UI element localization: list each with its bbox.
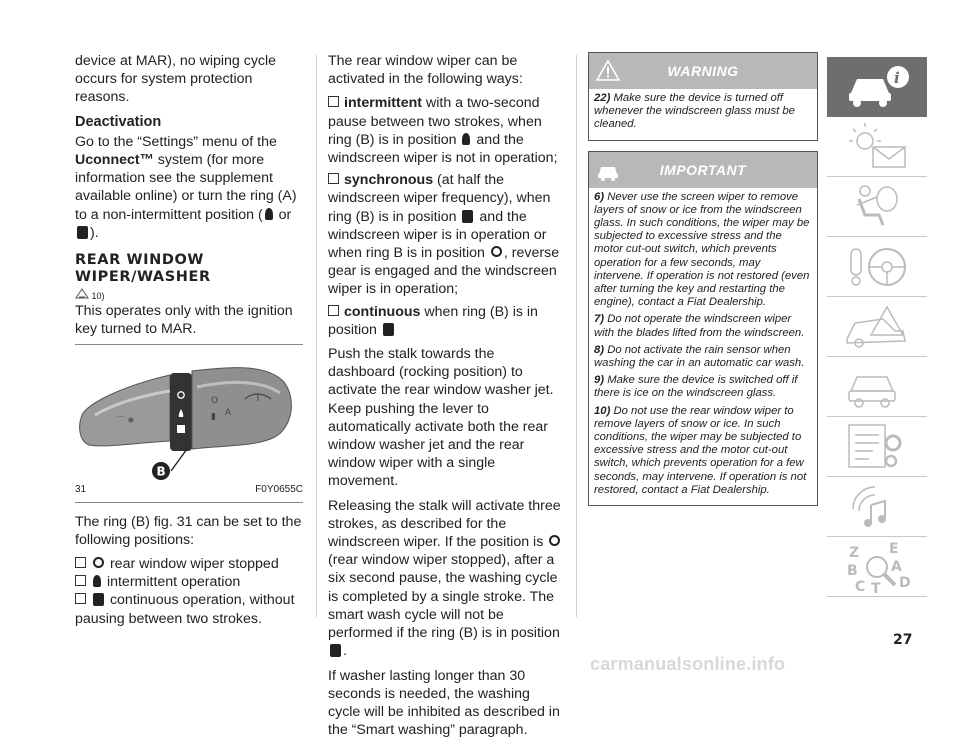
bullet-box-icon [328, 96, 339, 107]
sidebar-tab-specifications[interactable] [827, 417, 927, 477]
warning-body [589, 89, 817, 140]
activation-intro: The rear window wiper can be activated in the following ways: [328, 53, 523, 88]
index-letter: E [889, 541, 899, 557]
note-text: Do not operate the windscreen wiper with the blades lifted from the windscreen. [594, 313, 805, 339]
important-title: IMPORTANT [659, 161, 747, 178]
stop-symbol-icon [491, 246, 502, 257]
note-text: Make sure the device is turned off whenever the windscreen glass must be cleaned. [594, 92, 795, 131]
continuous-symbol-icon [383, 323, 394, 336]
svg-text:⌒ ✱: ⌒ ✱ [117, 416, 135, 426]
figure-label-b: B [156, 464, 166, 479]
column-divider [576, 55, 577, 617]
warning-book-icon [75, 288, 89, 299]
position-list [75, 555, 303, 628]
emergency-icon [843, 301, 913, 351]
continuous-symbol-icon [77, 226, 88, 239]
index-letter: D [899, 575, 911, 591]
sidebar-tab-safety[interactable] [827, 177, 927, 237]
important-panel [588, 151, 818, 506]
note-item [594, 313, 812, 339]
figure-code: F0Y0655C [255, 484, 303, 496]
svg-text:A: A [225, 408, 232, 419]
note-item [594, 344, 812, 370]
note-text: Do not use the rear window wiper to remove layers of snow or ice. In such conditions, the wiper may be subjected to excessive stress and the motor cut-out switch, which prevents operation for a few seconds, may intervene. If operation is not restored, contact a Fiat Dealership. [594, 404, 807, 496]
figure-top-rule [75, 344, 303, 345]
note-item [594, 374, 812, 400]
note-number: 22) [594, 92, 611, 104]
sidebar-tab-service[interactable] [827, 357, 927, 417]
column-left [75, 52, 303, 628]
sidebar-tab-driving[interactable] [827, 237, 927, 297]
svg-text:i: i [894, 69, 900, 87]
warning-panel [588, 52, 818, 141]
car-info-icon [843, 61, 913, 111]
warning-lights-icon [843, 121, 913, 171]
warning-header [589, 53, 817, 89]
safety-airbag-icon [843, 181, 913, 231]
bullet-box-icon [328, 305, 339, 316]
note-number: 7) [594, 313, 605, 326]
continuous-symbol-icon [93, 593, 104, 606]
bullet-box-icon [328, 173, 339, 184]
ring-positions-intro: The ring (B) fig. 31 can be set to the following positions: [75, 513, 302, 548]
list-item-continuous: continuous when ring (B) is in position [328, 303, 538, 338]
figure-caption [75, 481, 303, 502]
note-text: Do not activate the rain sensor when washing the car in an automatic car wash. [594, 343, 805, 370]
list-item-intermittent: intermittent with a two-second pause between two strokes, when ring (B) is in position and the windscreen wiper is not in operation; [328, 95, 558, 167]
index-letter: Z [849, 545, 860, 561]
list-item: rear window wiper stopped [75, 555, 303, 573]
sidebar-tab-multimedia[interactable] [827, 477, 927, 537]
sidebar-tab-emergency[interactable] [827, 297, 927, 357]
column-divider [316, 55, 317, 617]
important-header [589, 152, 817, 188]
bullet-box-icon [75, 575, 86, 586]
note-item [594, 405, 812, 497]
driving-steering-icon [843, 241, 913, 291]
note-text: Make sure the device is switched off if there is ice on the windscreen glass. [594, 374, 798, 400]
chapter-sidebar [827, 57, 927, 597]
index-letter: A [891, 559, 902, 575]
important-body [589, 188, 817, 505]
rear-wiper-paragraph: This operates only with the ignition key turned to MAR. [75, 303, 293, 338]
bullet-box-icon [75, 557, 86, 568]
deactivation-heading: Deactivation [75, 113, 162, 130]
sidebar-tab-warning-lights[interactable] [827, 117, 927, 177]
list-item-synchronous: synchronous (at half the windscreen wiper frequency), when ring (B) is in position and the windscreen wiper is in operation or when ring B is in position , reverse gear is engaged and the windscreen wiper is in operation; [328, 172, 560, 298]
figure-number: 31 [75, 484, 87, 496]
intro-paragraph: device at MAR), no wiping cycle occurs for system protection reasons. [75, 53, 277, 106]
long-wash-paragraph: If washer lasting longer than 30 seconds is needed, the washing cycle will be inhibited as described in the “Smart washing” paragraph. [328, 667, 560, 739]
note-item [594, 92, 812, 132]
intermittent-symbol-icon [462, 133, 470, 145]
multimedia-icon [843, 481, 913, 531]
continuous-symbol-icon [462, 210, 473, 223]
service-car-icon [843, 361, 913, 411]
release-stalk-paragraph: Releasing the stalk will activate three strokes, as described for the windscreen wiper. If the position is (rear window wiper stopped), after a six second pause, the washing cycle is completed by a single stroke. The smart wash cycle will not be performed if the ring (B) is in position . [328, 497, 561, 660]
note-text: Never use the screen wiper to remove layers of snow or ice from the windscreen glass. In such conditions, the wiper may be subjected to excessive stress and the motor cut-out switch, which prevents operation for a few seconds, may intervene. If operation is not restored (even after turning the key and restarting the engine), contact a Fiat Dealership. [594, 190, 810, 309]
intermittent-symbol-icon [93, 575, 101, 587]
column-middle [328, 52, 564, 745]
footer-watermark: carmanualsonline.info [590, 654, 786, 674]
bullet-box-icon [75, 593, 86, 604]
wiper-stalk-illustration [75, 353, 303, 481]
index-letter: B [847, 563, 858, 579]
specifications-icon [843, 421, 913, 471]
note-item [594, 191, 812, 310]
intermittent-symbol-icon [265, 208, 273, 220]
column-right [588, 52, 818, 516]
svg-text:▮: ▮ [211, 412, 216, 423]
warning-title: WARNING [667, 63, 739, 79]
note-number: 9) [594, 374, 605, 387]
index-letter: T [871, 581, 881, 597]
stop-symbol-icon [93, 557, 104, 568]
index-icon [843, 541, 913, 597]
note-number: 6) [594, 190, 605, 203]
list-item: continuous operation, without pausing between two strokes. [75, 592, 295, 627]
svg-text:O: O [211, 396, 219, 407]
rear-wiper-heading: REAR WINDOW WIPER/WASHER [75, 252, 211, 286]
push-stalk-paragraph: Push the stalk towards the dashboard (rocking position) to activate the rear window washer jet. Keep pushing the lever to automatically activate both the rear window washer jet and the rear window wiper with a single movement. [328, 346, 554, 490]
index-letter: C [855, 579, 866, 595]
list-item: intermittent operation [75, 573, 303, 591]
rear-ref: 10) [75, 288, 303, 302]
sidebar-tab-index[interactable] [827, 537, 927, 597]
note-number: 8) [594, 343, 605, 356]
note-number: 10) [594, 404, 611, 417]
sidebar-tab-car-info[interactable] [827, 57, 927, 117]
page-number: 27 [893, 632, 913, 648]
uconnect-brand: Uconnect™ [75, 152, 154, 169]
wiper-stalk-figure [75, 353, 303, 481]
continuous-symbol-icon [330, 644, 341, 657]
stop-symbol-icon [549, 535, 560, 546]
deactivation-paragraph: Go to the “Settings” menu of the Uconnect™ system (for more information see the supplement available online) or turn the ring (A) to a non-intermittent position ( or ). [75, 133, 297, 241]
